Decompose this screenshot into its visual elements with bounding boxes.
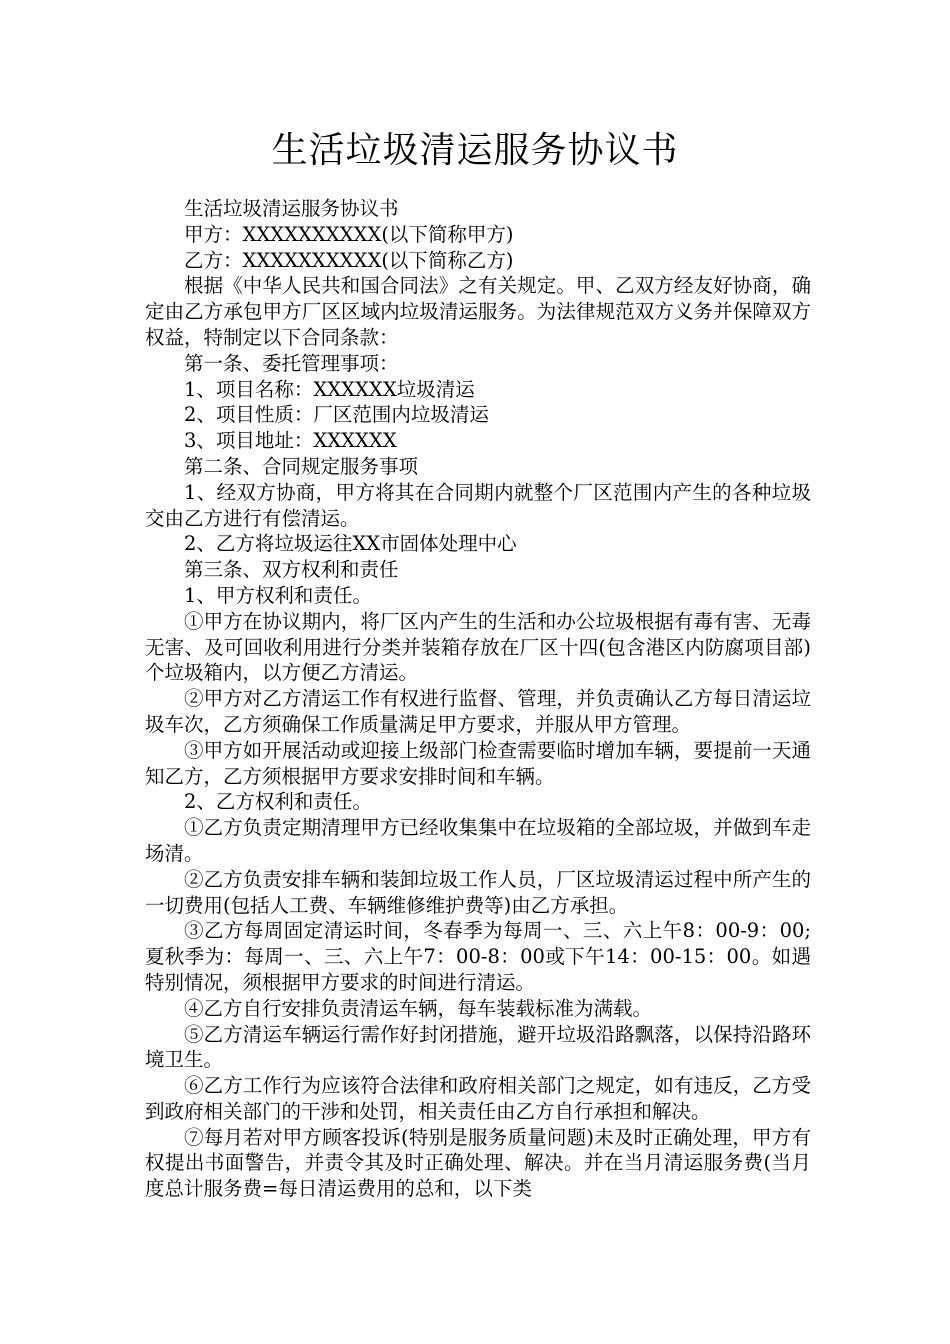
paragraph: ⑦每月若对甲方顾客投诉(特别是服务质量问题)未及时正确处理，甲方有权提出书面警告，并责令其及时正确处理、解决。并在当月清运服务费(当月度总计服务费=每日清运费用的总和，以下类	[145, 1125, 811, 1201]
paragraph: ①乙方负责定期清理甲方已经收集集中在垃圾箱的全部垃圾，并做到车走场清。	[145, 816, 811, 865]
paragraph: ②乙方负责安排车辆和装卸垃圾工作人员，厂区垃圾清运过程中所产生的一切费用(包括人工费、车辆维修维护费等)由乙方承担。	[145, 867, 811, 917]
paragraph: ①甲方在协议期内，将厂区内产生的生活和办公垃圾根据有毒有害、无毒无害、及可回收利用进行分类并装箱存放在厂区十四(包含港区内防腐项目部)个垃圾箱内，以方便乙方清运。	[145, 609, 811, 685]
document-body	[145, 196, 811, 1202]
paragraph: 乙方：XXXXXXXXXX(以下简称乙方)	[184, 248, 514, 272]
paragraph: ②甲方对乙方清运工作有权进行监督、管理，并负责确认乙方每日清运垃圾车次，乙方须确保工作质量满足甲方要求，并服从甲方管理。	[145, 687, 811, 736]
paragraph: ⑥乙方工作行为应该符合法律和政府相关部门之规定，如有违反，乙方受到政府相关部门的干涉和处罚，相关责任由乙方自行承担和解决。	[145, 1074, 811, 1123]
paragraph: ④乙方自行安排负责清运车辆，每车装载标准为满载。	[184, 996, 653, 1020]
paragraph: 根据《中华人民共和国合同法》之有关规定。甲、乙双方经友好协商，确定由乙方承包甲方厂区区域内垃圾清运服务。为法律规范双方义务并保障双方权益，特制定以下合同条款：	[145, 274, 811, 349]
paragraph: 1、甲方权利和责任。	[184, 583, 372, 607]
paragraph: 第一条、委托管理事项：	[184, 351, 399, 375]
paragraph: ⑤乙方清运车辆运行需作好封闭措施，避开垃圾沿路飘落，以保持沿路环境卫生。	[145, 1022, 811, 1072]
paragraph: 2、乙方权利和责任。	[184, 790, 372, 814]
paragraph: 2、项目性质：厂区范围内垃圾清运	[184, 403, 489, 427]
paragraph: 生活垃圾清运服务协议书	[184, 197, 399, 220]
paragraph: ③乙方每周固定清运时间，冬春季为每周一、三、六上午8：00-9：00;夏秋季为：每周一、三、六上午7：00-8：00或下午14：00-15：00。如遇特别情况，须根据甲方要求的时间进行清运。	[145, 919, 811, 994]
document-title: 生活垃圾清运服务协议书	[271, 130, 679, 171]
paragraph: 1、经双方协商，甲方将其在合同期内就整个厂区范围内产生的各种垃圾交由乙方进行有偿清运。	[145, 480, 811, 530]
paragraph: 第三条、双方权利和责任	[184, 558, 399, 582]
paragraph: 3、项目地址：XXXXXX	[184, 429, 397, 453]
paragraph: 1、项目名称：XXXXXX垃圾清运	[184, 377, 475, 401]
paragraph: 甲方：XXXXXXXXXX(以下简称甲方)	[184, 222, 514, 246]
paragraph: 第二条、合同规定服务事项	[184, 454, 419, 478]
paragraph: ③甲方如开展活动或迎接上级部门检查需要临时增加车辆，要提前一天通知乙方，乙方须根据甲方要求安排时间和车辆。	[145, 738, 811, 788]
paragraph: 2、乙方将垃圾运往XX市固体处理中心	[184, 532, 517, 556]
